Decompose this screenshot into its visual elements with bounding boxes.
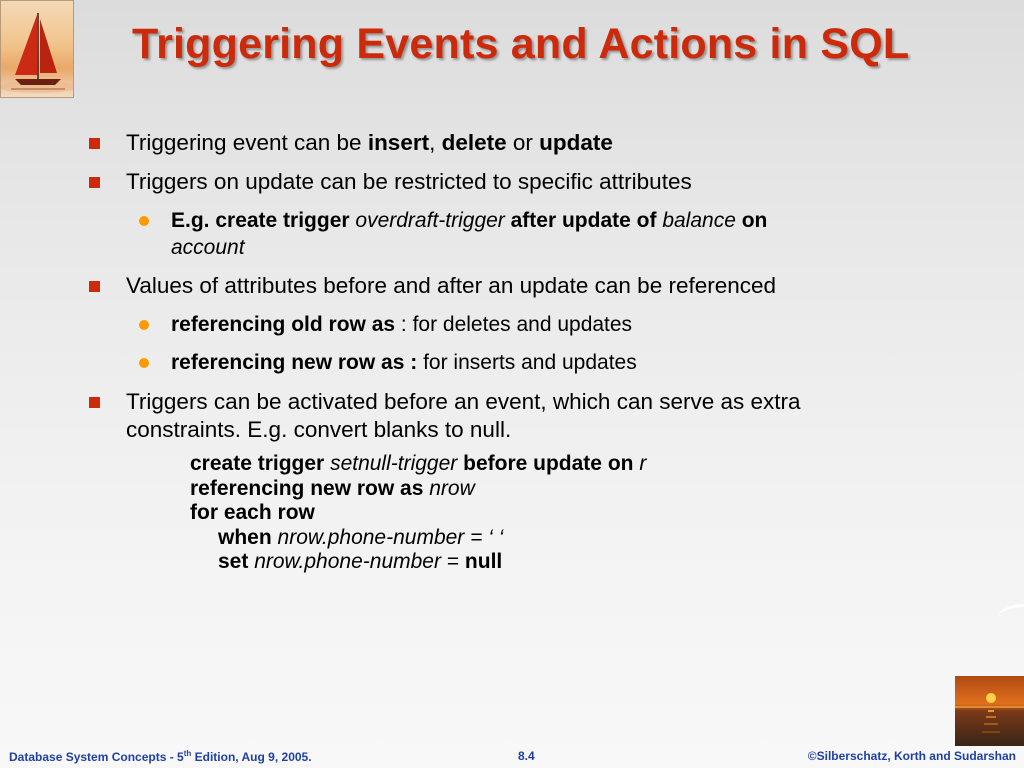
slide-title: Triggering Events and Actions in SQL: [132, 20, 910, 68]
square-bullet-icon: [89, 177, 100, 188]
square-bullet-icon: [89, 138, 100, 149]
sailboat-logo: [0, 0, 74, 98]
round-bullet-icon: [139, 216, 149, 226]
trigger-code-example: [190, 452, 646, 575]
bullet-referencing-values: Values of attributes before and after an update can be referenced: [126, 272, 776, 300]
square-bullet-icon: [89, 397, 100, 408]
sunset-image: [955, 676, 1024, 746]
code-line: when nrow.phone-number = ‘ ‘: [218, 525, 504, 549]
decorative-curve: [996, 604, 1024, 621]
bullet-triggering-event: Triggering event can be insert, delete or update: [126, 129, 613, 157]
code-line: for each row: [190, 501, 315, 524]
code-line: create trigger setnull-trigger before update on r: [190, 452, 647, 475]
round-bullet-icon: [139, 358, 149, 368]
sub-bullet-new-row: referencing new row as : for inserts and updates: [171, 349, 637, 376]
copyright: ©Silberschatz, Korth and Sudarshan: [807, 749, 1016, 763]
code-line: referencing new row as nrow: [190, 476, 475, 500]
bullet-before-event: Triggers can be activated before an event, which can serve as extra constraints. E.g. convert blanks to null.: [126, 388, 801, 444]
sub-bullet-example: E.g. create trigger overdraft-trigger after update of balance on account: [171, 207, 767, 261]
square-bullet-icon: [89, 281, 100, 292]
footer-book-info: Database System Concepts - 5th Edition, Aug 9, 2005.: [9, 749, 312, 764]
bullet-update-restriction: Triggers on update can be restricted to specific attributes: [126, 168, 692, 196]
code-line: set nrow.phone-number = null: [218, 550, 503, 573]
sub-bullet-old-row: referencing old row as : for deletes and updates: [171, 311, 632, 338]
page-number: 8.4: [518, 749, 535, 763]
slide-footer: [0, 748, 1024, 768]
round-bullet-icon: [139, 320, 149, 330]
